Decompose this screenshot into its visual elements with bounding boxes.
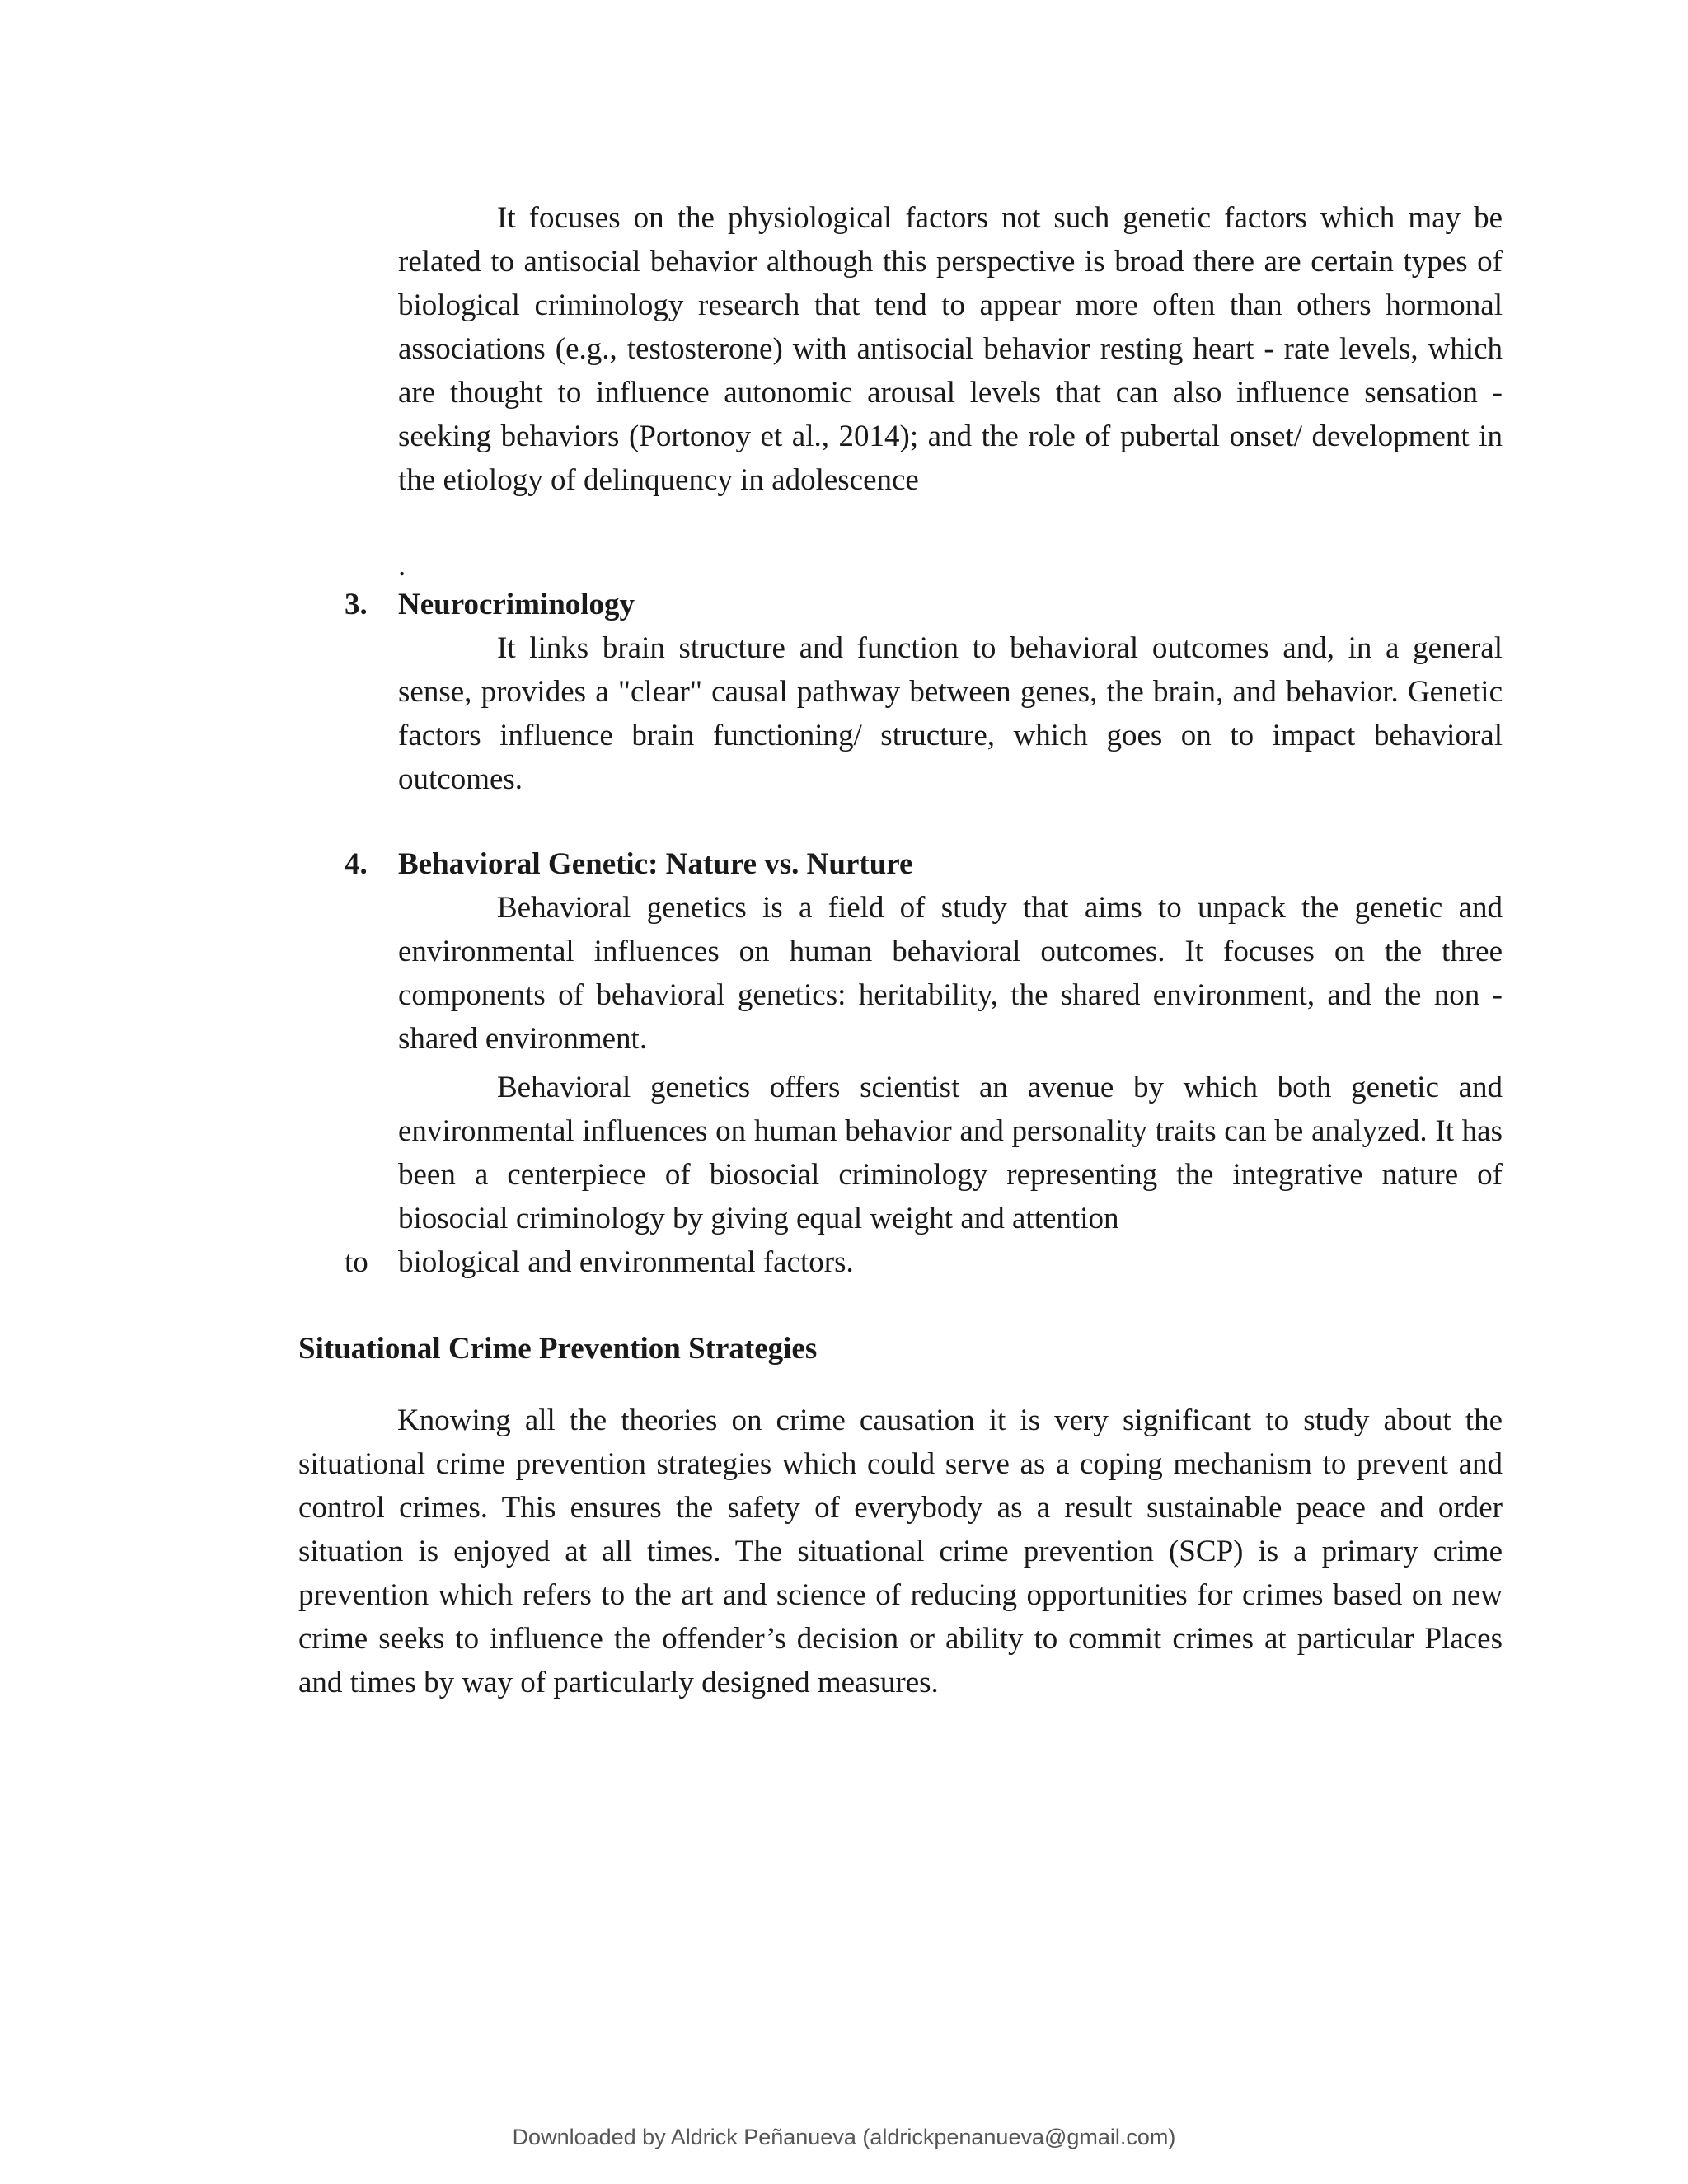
download-footer: Downloaded by Aldrick Peñanueva (aldrickpenanueva@gmail.com) — [512, 2125, 1176, 2149]
situational-crime-prevention-paragraph: Knowing all the theories on crime causation it is very significant to study about the situational crime prevention strategies which could serve as a coping mechanism to prevent and control crimes. This ensures the safety of everybody as a result sustainable peace and order situation is enjoyed at all times. The situational crime prevention (SCP) is a primary crime prevention which refers to the art and science of reducing opportunities for crimes based on new crime seeks to influence the offender’s decision or ability to commit crimes at particular Places and times by way of particularly designed measures. — [298, 1404, 1503, 1699]
neurocriminology-paragraph: It links brain structure and function to behavioral outcomes and, in a general sense, provides a "clear" causal pathway between genes, the brain, and behavior. Genetic factors influence brain functioning/ structure, which goes on to impact behavioral outcomes. — [398, 631, 1503, 796]
hanging-word: to — [345, 1245, 368, 1279]
section-4-number: 4. — [345, 847, 368, 881]
situational-crime-prevention-heading: Situational Crime Prevention Strategies — [298, 1332, 818, 1366]
physiological-factors-paragraph: It focuses on the physiological factors not such genetic factors which may be related to antisocial behavior although this perspective is broad there are certain types of biological criminology research that tend to appear more often than others hormonal associations (e.g., testosterone) with antisocial behavior resting heart - rate levels, which are thought to influence autonomic arousal levels that can also influence sensation - seeking behaviors (Portonoy et al., 2014); and the role of pubertal onset/ development in the etiology of delinquency in adolescence — [398, 201, 1503, 497]
behavioral-genetics-paragraph-2: Behavioral genetics offers scientist an avenue by which both genetic and environmental influences on human behavior and personality traits can be analyzed. It has been a centerpiece of biosocial criminology representing the integrative nature of biosocial criminology by giving equal weight and attention — [398, 1071, 1503, 1235]
section-3-title: Neurocriminology — [398, 588, 635, 621]
section-3-number: 3. — [345, 588, 368, 621]
stray-period: . — [398, 549, 406, 583]
behavioral-genetics-paragraph-3: biological and environmental factors. — [398, 1245, 854, 1279]
behavioral-genetics-paragraph-1: Behavioral genetics is a field of study that aims to unpack the genetic and environmental influences on human behavioral outcomes. It focuses on the three components of behavioral genetics: heritability, the shared environment, and the non - shared environment. — [398, 891, 1503, 1056]
section-4-title: Behavioral Genetic: Nature vs. Nurture — [398, 847, 913, 881]
